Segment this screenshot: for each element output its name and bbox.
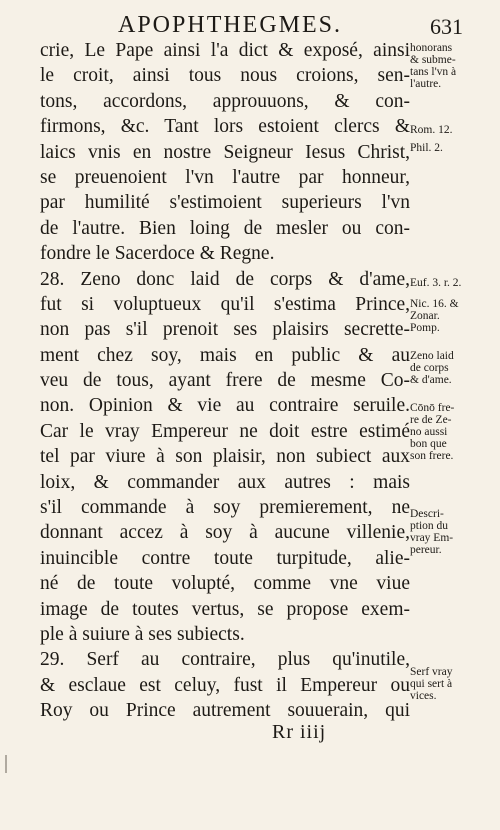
margin-note	[410, 142, 494, 154]
signature-mark: Rr iiij	[272, 721, 327, 743]
margin-note-line: Zonar.	[410, 310, 440, 322]
margin-note-line: qui sert à	[410, 678, 453, 690]
margin-note-line: ption du	[410, 520, 449, 532]
text-line: & esclaue est celuy, fust il Empereur ou	[40, 674, 410, 696]
text-line: donnant accez à soy à aucune villenie,	[40, 522, 410, 544]
margin-note-line: Nic. 16. &	[410, 298, 459, 310]
text-line: le croit, ainsi tous nous croions, sen-	[40, 65, 410, 87]
margin-note	[410, 124, 494, 136]
margin-note-line: Cōnō fre-	[410, 402, 455, 414]
margin-note-line: Zeno laid	[410, 350, 454, 362]
margin-note-line: pereur.	[410, 544, 442, 556]
text-line: crie, Le Pape ainsi l'a dict & exposé, ainsi	[40, 40, 410, 61]
margin-note-line: re de Ze-	[410, 414, 452, 426]
text-line: tons, accordons, approuuons, & con-	[40, 90, 410, 112]
text-line: fut si voluptueux qu'il s'estima Prince,	[40, 293, 410, 315]
text-line: inuincible contre toute turpitude, alie-	[40, 547, 410, 569]
margin-note-line: & d'ame.	[410, 374, 452, 386]
margin-notes	[410, 0, 494, 830]
page-number: 631	[430, 14, 463, 39]
margin-note	[410, 298, 494, 334]
text-line: 29. Serf au contraire, plus qu'inutile,	[40, 649, 410, 671]
margin-note-line: Phil. 2.	[410, 142, 443, 154]
margin-note-line: son frere.	[410, 450, 454, 462]
text-line: 28. Zeno donc laid de corps & d'ame,	[40, 268, 410, 290]
margin-note-line: vray Em-	[410, 532, 454, 544]
margin-note-line: Pomp.	[410, 322, 440, 334]
margin-note-line: vices.	[410, 690, 437, 702]
text-line: se preuenoient l'vn l'autre par honneur,	[40, 166, 410, 188]
text-line: Roy ou Prince autrement souuerain, qui	[40, 700, 410, 722]
margin-note-line: l'autre.	[410, 78, 442, 90]
text-line: Car le vray Empereur ne doit estre estimé	[40, 420, 410, 442]
text-line: tel par viure à son plaisir, non subiect aux	[40, 446, 410, 468]
margin-note-line: tans l'vn à	[410, 66, 457, 78]
text-line: par humilité s'estimoient superieurs l'vn	[40, 192, 410, 214]
margin-note-line: honorans	[410, 42, 453, 54]
text-line: non. Opinion & vie au contraire seruile.	[40, 395, 410, 417]
text-line: ple à suiure à ses subiects.	[40, 623, 245, 645]
text-line: s'il commande à soy premierement, ne	[40, 497, 410, 519]
margin-note-line: bon que	[410, 438, 447, 450]
text-line: loix, & commander aux autres : mais	[40, 471, 410, 493]
main-text	[40, 38, 410, 724]
margin-note	[410, 508, 494, 556]
margin-note-line: Rom. 12.	[410, 124, 453, 136]
margin-note	[410, 402, 494, 462]
gutter-mark	[4, 755, 8, 773]
text-line: de l'autre. Bien loing de mesler ou con-	[40, 217, 410, 239]
margin-note	[410, 277, 494, 289]
margin-note-line: de corps	[410, 362, 449, 374]
text-line: ment chez soy, mais en public & au	[40, 344, 410, 366]
margin-note-line: & subme-	[410, 54, 456, 66]
margin-note-line: Euf. 3. r. 2.	[410, 277, 462, 289]
text-line: fondre le Sacerdoce & Regne.	[40, 243, 275, 265]
text-line: firmons, &c. Tant lors estoient clercs &	[40, 116, 410, 138]
margin-note	[410, 350, 494, 386]
text-line: veu de tous, ayant frere de mesme Co-	[40, 370, 410, 392]
margin-note-line: Serf vray	[410, 666, 453, 678]
text-line: image de toutes vertus, se propose exem-	[40, 598, 410, 620]
margin-note	[410, 666, 494, 702]
text-line: laics vnis en nostre Seigneur Iesus Christ,	[40, 141, 410, 163]
text-line: né de toute volupté, comme vne viue	[40, 573, 410, 595]
text-line: non pas s'il prenoit ses plaisirs secrette-	[40, 319, 410, 341]
margin-note	[410, 42, 494, 90]
margin-note-line: Descri-	[410, 508, 444, 520]
margin-note-line: no aussi	[410, 426, 448, 438]
running-title: APOPHTHEGMES.	[118, 12, 343, 38]
